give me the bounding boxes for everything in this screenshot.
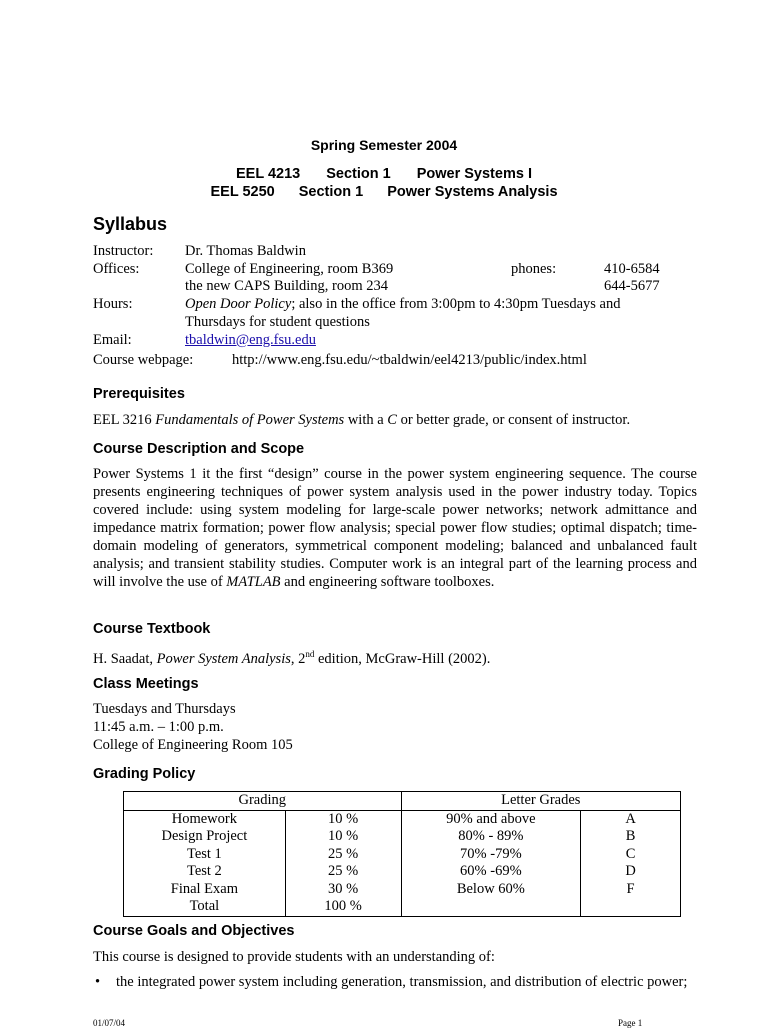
grade-item: Test 2 <box>124 863 286 881</box>
course-line-2 <box>0 184 768 200</box>
instructor-row <box>93 243 673 261</box>
grading-header: Grading <box>124 792 402 811</box>
prereq-mid: with a <box>344 412 388 428</box>
grade-range: 60% -69% <box>401 863 581 881</box>
meetings-title: Class Meetings <box>93 676 199 692</box>
textbook-title: Course Textbook <box>93 621 211 637</box>
offices-row-2 <box>93 278 673 296</box>
grade-letter: D <box>581 863 681 881</box>
footer-date: 01/07/04 <box>93 1018 126 1028</box>
hours-text <box>185 296 673 314</box>
semester-heading: Spring Semester 2004 <box>310 137 458 153</box>
table-total-row <box>124 898 681 916</box>
textbook-publisher: edition, McGraw-Hill (2002). <box>314 650 491 667</box>
grading-table <box>123 791 681 917</box>
table-row <box>124 846 681 864</box>
instructor-label: Instructor: <box>93 243 154 259</box>
grade-pct: 10 % <box>285 810 401 828</box>
grade-letter: C <box>581 846 681 864</box>
course-line-1 <box>0 166 768 182</box>
description-body: Power Systems 1 it the first “design” course in the power system engineering sequence. The course presents engineering techniques of power system analysis used in the power industry today. Topics covered include: using system modeling for large-scale power networks; network admittance and impedance matrix formation; power flow analysis; special power flow studies; optimal dispatch; time-domain modeling of generators, symmetrical component modeling; balanced and unbalanced fault analysis; and transient stability studies. Computer work is an integral part of the learning process and will involve the use of <box>93 466 697 590</box>
grade-letter: B <box>581 828 681 846</box>
email-link[interactable]: tbaldwin@eng.fsu.edu <box>185 331 316 348</box>
grade-letter: F <box>581 881 681 899</box>
description-title: Course Description and Scope <box>93 441 305 457</box>
grade-item: Homework <box>124 810 286 828</box>
table-header-row <box>124 792 681 811</box>
instructor-name: Dr. Thomas Baldwin <box>185 243 306 259</box>
hours-label: Hours: <box>93 296 133 313</box>
grade-range: 80% - 89% <box>401 828 581 846</box>
description-text <box>93 465 697 591</box>
course-code: EEL 5250 <box>210 184 275 200</box>
prerequisites-text <box>93 411 697 429</box>
empty-cell <box>581 898 681 916</box>
offices-row <box>93 261 673 279</box>
grade-pct: 10 % <box>285 828 401 846</box>
webpage-label: Course webpage: <box>93 352 194 369</box>
empty-cell <box>401 898 581 916</box>
prereq-post: or better grade, or consent of instructor. <box>396 412 631 428</box>
textbook-edition-sup: nd <box>305 649 315 659</box>
course-section: Section 1 <box>326 166 391 182</box>
open-door-policy: Open Door Policy <box>185 296 292 313</box>
grade-range: Below 60% <box>401 881 581 899</box>
description-end: and engineering software toolboxes. <box>280 574 495 590</box>
course-section: Section 1 <box>298 184 364 200</box>
phone-2: 644-5677 <box>604 278 660 295</box>
meetings-text <box>93 700 697 754</box>
grade-pct: 25 % <box>285 863 401 881</box>
total-pct: 100 % <box>285 898 401 916</box>
meeting-days: Tuesdays and Thursdays <box>93 701 236 717</box>
total-label: Total <box>124 898 286 916</box>
grade-range: 70% -79% <box>401 846 581 864</box>
textbook-text <box>93 645 697 668</box>
hours-row-2 <box>93 314 673 332</box>
hours-detail: ; also in the office from 3:00pm to 4:30pm Tuesdays and <box>291 296 621 313</box>
meeting-time: 11:45 a.m. – 1:00 p.m. <box>93 719 224 735</box>
email-label: Email: <box>93 331 132 348</box>
bullet-icon: • <box>95 974 101 990</box>
prerequisites-title: Prerequisites <box>93 386 185 402</box>
table-row <box>124 828 681 846</box>
office-2: the new CAPS Building, room 234 <box>185 278 389 295</box>
meeting-room: College of Engineering Room 105 <box>93 737 293 753</box>
grade-item: Design Project <box>124 828 286 846</box>
table-row <box>124 881 681 899</box>
instructor-info <box>93 243 673 370</box>
webpage-url: http://www.eng.fsu.edu/~tbaldwin/eel4213/public/index.html <box>232 352 587 369</box>
table-row <box>124 810 681 828</box>
textbook-name: Power System Analysis <box>156 650 291 667</box>
course-name: Power Systems Analysis <box>387 184 558 200</box>
grade-letter: A <box>581 810 681 828</box>
grade-pct: 30 % <box>285 881 401 899</box>
table-row <box>124 863 681 881</box>
offices-label: Offices: <box>93 260 140 277</box>
grade-item: Test 1 <box>124 846 286 864</box>
email-row <box>93 332 673 350</box>
webpage-row <box>93 352 673 370</box>
footer-page: Page 1 <box>618 1018 643 1028</box>
prereq-course: EEL 3216 <box>93 412 156 428</box>
prereq-grade: C <box>387 412 397 428</box>
hours-row <box>93 296 673 314</box>
grading-title: Grading Policy <box>93 766 196 782</box>
course-code: EEL 4213 <box>236 166 301 182</box>
prereq-course-title: Fundamentals of Power Systems <box>155 412 345 428</box>
textbook-author: H. Saadat, <box>93 650 157 667</box>
goals-intro: This course is designed to provide students with an understanding of: <box>93 949 495 965</box>
syllabus-title: Syllabus <box>93 214 168 234</box>
matlab-text: MATLAB <box>226 574 281 590</box>
grade-item: Final Exam <box>124 881 286 899</box>
grade-range: 90% and above <box>401 810 581 828</box>
goals-title: Course Goals and Objectives <box>93 923 295 939</box>
phone-1: 410-6584 <box>604 260 660 277</box>
textbook-edition: , 2 <box>290 650 306 667</box>
goal-bullet-1 <box>93 973 697 991</box>
grade-pct: 25 % <box>285 846 401 864</box>
goal-text: the integrated power system including generation, transmission, and distribution of electric power; <box>116 974 688 990</box>
course-name: Power Systems I <box>416 166 532 182</box>
hours-line-2: Thursdays for student questions <box>185 313 370 330</box>
office-1: College of Engineering, room B369 <box>185 260 394 277</box>
phones-label: phones: <box>511 260 557 277</box>
letter-grades-header: Letter Grades <box>401 792 680 811</box>
